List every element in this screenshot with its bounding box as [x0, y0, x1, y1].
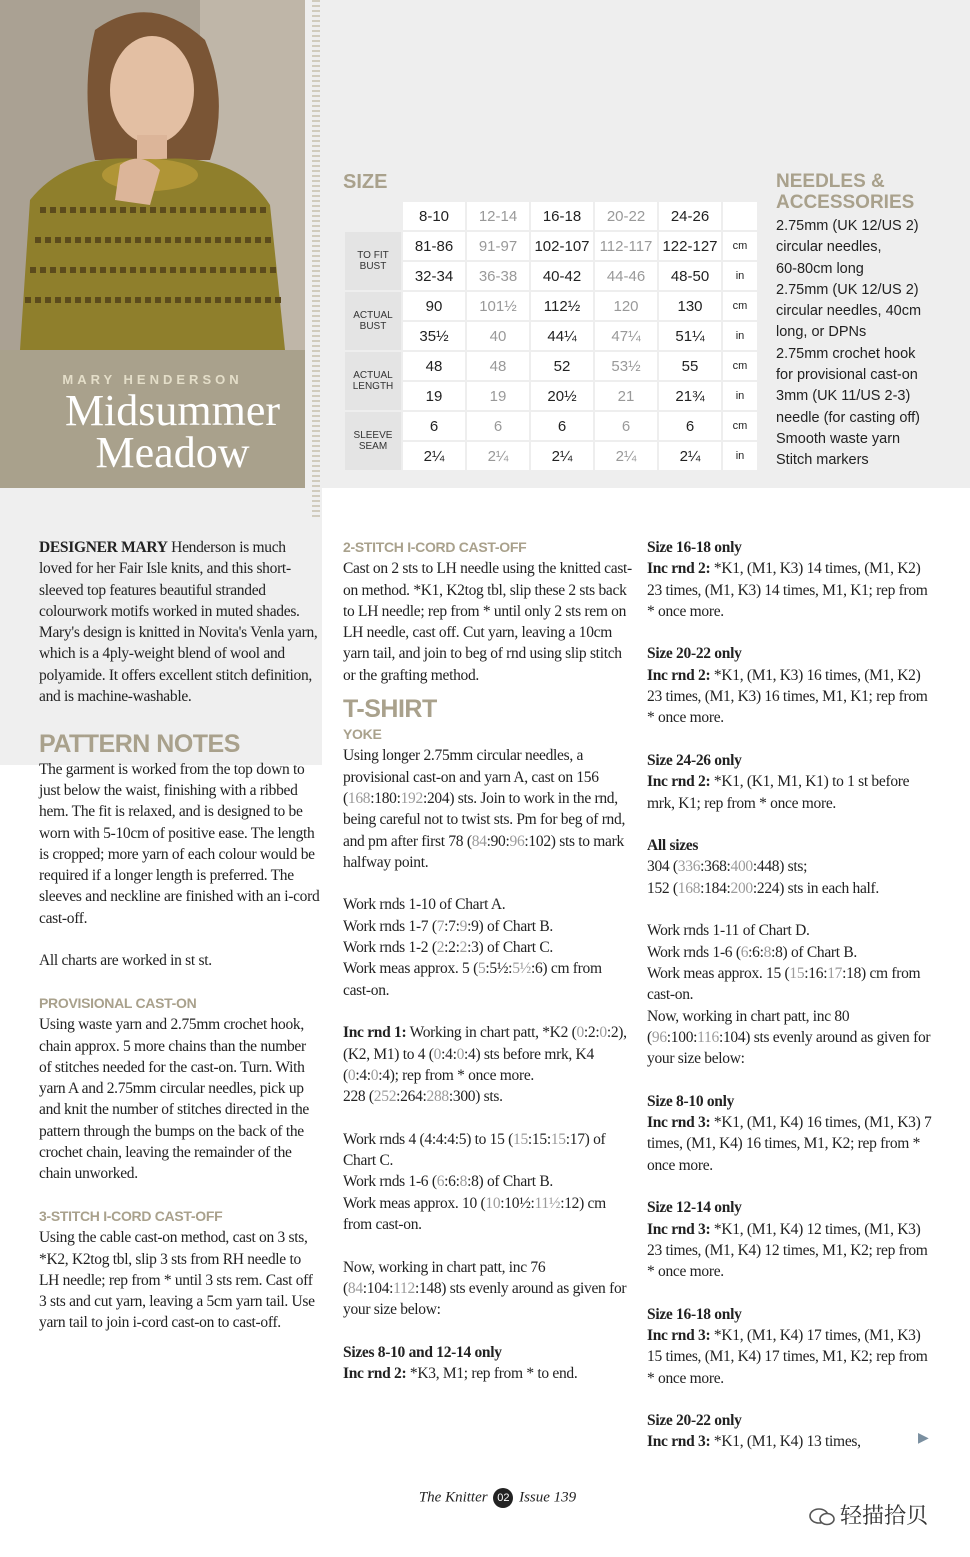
table-cell: 48: [403, 352, 465, 380]
title-line-2: Meadow: [95, 428, 250, 477]
unit-cell: in: [723, 262, 757, 290]
table-cell: 19: [403, 382, 465, 410]
table-cell: 122-127: [659, 232, 721, 260]
size-block: Size 20-22 only Inc rnd 2: *K1, (M1, K3) 16 times, (M1, K2) 23 times, (M1, K3) 16 times, M1, K1; rep from * once more.: [647, 645, 928, 727]
needles-list: [776, 216, 966, 472]
size-col: 8-10: [403, 202, 465, 230]
icord3-heading: 3-STITCH I-CORD CAST-OFF: [39, 1207, 223, 1224]
table-row: [345, 382, 757, 410]
magazine-name: The Knitter: [418, 1489, 488, 1506]
row-category: ACTUAL BUST: [345, 292, 401, 350]
yoke-heading: YOKE: [343, 726, 382, 743]
wechat-icon: [808, 1507, 836, 1527]
list-item: 2.75mm (UK 12/US 2): [776, 281, 919, 298]
work-block-3: Work rnds 1-11 of Chart D. Work rnds 1-6 (6:6:8:8) of Chart B. Work meas approx. 15 (15:16:17:18) cm from cast-on. Now, working in chart patt, inc 80 (96:100:116:104) sts evenly around as given for your size below:: [647, 922, 931, 1068]
table-cell: 55: [659, 352, 721, 380]
size-col: 20-22: [595, 202, 657, 230]
unit-cell: in: [723, 442, 757, 470]
unit-cell: in: [723, 382, 757, 410]
table-cell: 101½: [467, 292, 529, 320]
table-cell: 21: [595, 382, 657, 410]
size-block: Sizes 8-10 and 12-14 only Inc rnd 2: *K3, M1; rep from * to end.: [343, 1343, 578, 1382]
list-item: circular needles, 40cm: [776, 303, 922, 320]
list-item: 2.75mm (UK 12/US 2): [776, 218, 919, 234]
column-1: [39, 537, 321, 1334]
table-cell: 91-97: [467, 232, 529, 260]
row-category: ACTUAL LENGTH: [345, 352, 401, 410]
provisional-heading: PROVISIONAL CAST-ON: [39, 994, 197, 1011]
charts-note: All charts are worked in st st.: [39, 952, 212, 970]
pattern-title: [0, 386, 345, 477]
list-item: Stitch markers: [776, 452, 869, 469]
inc-round-1: Inc rnd 1: Working in chart patt, *K2 (0:2:0:2), (K2, M1) to 4 (0:4:0:4) sts before mrk, K4 (0:4:0:4); rep from * once more. 228 (252:264:288:300) sts.: [343, 1024, 627, 1106]
unit-cell: cm: [723, 352, 757, 380]
title-block: [0, 350, 305, 488]
table-cell: 2¼: [595, 442, 657, 470]
size-block: Size 16-18 only Inc rnd 3: *K1, (M1, K4) 17 times, (M1, K3) 15 times, (M1, K4) 17 times, M1, K2; rep from * once more.: [647, 1305, 928, 1387]
list-item: 2.75mm crochet hook: [776, 345, 916, 362]
table-row: [345, 262, 757, 290]
table-cell: 51¼: [659, 322, 721, 350]
icord2-heading: 2-STITCH I-CORD CAST-OFF: [343, 539, 527, 555]
table-row: [345, 442, 757, 470]
size-header-row: [345, 202, 757, 230]
model-photo: [0, 0, 305, 350]
size-block: Size 8-10 only Inc rnd 3: *K1, (M1, K4) 16 times, (M1, K3) 7 times, (M1, K4) 16 times, M1, K2; rep from * once more.: [647, 1092, 932, 1174]
size-block: Size 12-14 only Inc rnd 3: *K1, (M1, K4) 12 times, (M1, K3) 23 times, (M1, K4) 12 times, M1, K2; rep from * once more.: [647, 1199, 928, 1281]
table-cell: 2¼: [531, 442, 593, 470]
needles-heading-line: NEEDLES &: [776, 171, 885, 192]
unit-cell: in: [723, 322, 757, 350]
list-item: needle (for casting off): [776, 409, 921, 426]
table-cell: 35½: [403, 322, 465, 350]
list-item: 3mm (UK 11/US 2-3): [776, 388, 911, 405]
table-row: [345, 232, 757, 260]
table-cell: 6: [403, 412, 465, 440]
work-block-1: Work rnds 1-10 of Chart A. Work rnds 1-7 (7:7:9:9) of Chart B. Work rnds 1-2 (2:2:2:3) of Chart C. Work meas approx. 5 (5:5½:5½:6) cm from cast-on.: [343, 896, 602, 999]
needles-heading: [776, 171, 956, 213]
table-row: [345, 412, 757, 440]
table-cell: 2¼: [659, 442, 721, 470]
watermark-text: 轻描拾贝: [840, 1504, 929, 1529]
unit-cell: cm: [723, 232, 757, 260]
size-block: Size 16-18 only Inc rnd 2: *K1, (M1, K3) 14 times, (M1, K2) 23 times, (M1, K3) 14 times, M1, K1; rep from * once more.: [647, 539, 928, 620]
size-col: 24-26: [659, 202, 721, 230]
column-2: [343, 537, 633, 1384]
table-cell: 6: [531, 412, 593, 440]
all-sizes-block: All sizes 304 (336:368:400:448) sts; 152 (168:184:200:224) sts in each half.: [647, 837, 879, 897]
table-cell: 6: [467, 412, 529, 440]
size-table: [343, 200, 759, 472]
intro-text: Henderson is much loved for her Fair Isle knits, and this short-sleeved top features beautiful stranded colourwork motifs worked in muted shades. Mary's design is knitted in Novita's Venla yarn, which is a 4ply-weight blend of wool and polyamide. It offers excellent stitch definition, and is machine-washable.: [39, 539, 318, 706]
list-item: long, or DPNs: [776, 324, 867, 341]
table-cell: 102-107: [531, 232, 593, 260]
page-number: 02: [493, 1488, 513, 1508]
watermark: [808, 1499, 928, 1530]
intro-paragraph: [39, 537, 321, 707]
size-block: Size 20-22 only Inc rnd 3: *K1, (M1, K4) 13 times,: [647, 1412, 861, 1451]
pattern-notes-heading: PATTERN NOTES: [39, 729, 240, 758]
table-cell: 6: [659, 412, 721, 440]
list-item: Smooth waste yarn: [776, 430, 901, 447]
title-line-1: Midsummer: [64, 386, 281, 435]
table-cell: 19: [467, 382, 529, 410]
pattern-notes-text: The garment is worked from the top down to just below the waist, finishing with a ribbed hem. The fit is relaxed, and is designed to be worn with 5-10cm of positive ease. The length is cropped; more yarn of each colour would be required if a longer length is preferred. The sleeves and neckline are finished with an i-cord cast-off.: [39, 760, 320, 927]
table-cell: 44-46: [595, 262, 657, 290]
size-col: 16-18: [531, 202, 593, 230]
table-cell: 53½: [595, 352, 657, 380]
inc-instruction-1: Now, working in chart patt, inc 76 (84:104:112:148) sts evenly around as given for your size below:: [343, 1258, 627, 1319]
icord3-text: Using the cable cast-on method, cast on 3 sts, *K2, K2tog tbl, slip 3 sts from RH needle to LH needle; rep from * until 3 sts rem. Cast off 3 sts and cut yarn, leaving a 5cm yarn tail. Use yarn tail to join i-cord cast-on to cast-off.: [39, 1229, 315, 1332]
table-cell: 40: [467, 322, 529, 350]
table-row: [345, 322, 757, 350]
work-block-2: Work rnds 4 (4:4:4:5) to 15 (15:15:15:17) of Chart C. Work rnds 1-6 (6:6:8:8) of Chart B. Work meas approx. 10 (10:10½:11½:12) cm from cast-on.: [343, 1130, 606, 1233]
table-cell: 2¼: [467, 442, 529, 470]
row-category: TO FIT BUST: [345, 232, 401, 290]
table-cell: 120: [595, 292, 657, 320]
table-cell: 20½: [531, 382, 593, 410]
provisional-text: Using waste yarn and 2.75mm crochet hook, chain approx. 5 more chains than the number of stitches needed for the cast-on. Turn. With yarn A and 2.75mm circular needles, pick up and knit the number of stitches directed in the pattern through the bumps on the back of the crochet chain, leaving the remainder of the chain unworked.: [39, 1016, 309, 1183]
yoke-text: Using longer 2.75mm circular needles, a provisional cast-on and yarn A, cast on 156 (168:180:192:204) sts. Join to work in the rnd, being careful not to twist sts. Pm for beg of rnd, and pm after first 78 (84:90:96:102) sts to mark halfway point.: [343, 747, 626, 871]
table-cell: 47¼: [595, 322, 657, 350]
table-cell: 52: [531, 352, 593, 380]
list-item: 60-80cm long: [776, 260, 864, 277]
designer-name: MARY HENDERSON: [62, 372, 243, 387]
table-cell: 112-117: [595, 232, 657, 260]
table-cell: 130: [659, 292, 721, 320]
table-cell: 40-42: [531, 262, 593, 290]
table-cell: 81-86: [403, 232, 465, 260]
table-cell: 36-38: [467, 262, 529, 290]
needles-heading-line: ACCESSORIES: [776, 192, 915, 213]
continue-arrow-icon: ▶: [918, 1430, 929, 1446]
column-3: [647, 537, 937, 1453]
size-block: Size 24-26 only Inc rnd 2: *K1, (K1, M1, K1) to 1 st before mrk, K1; rep from * once more.: [647, 751, 910, 812]
size-heading: SIZE: [343, 171, 388, 193]
table-cell: 2¼: [403, 442, 465, 470]
list-item: circular needles,: [776, 239, 882, 256]
table-cell: 21¾: [659, 382, 721, 410]
unit-cell: cm: [723, 412, 757, 440]
unit-cell: cm: [723, 292, 757, 320]
issue-number: Issue 139: [519, 1489, 577, 1506]
intro-lead: DESIGNER MARY: [39, 539, 168, 556]
table-cell: 44¼: [531, 322, 593, 350]
table-cell: 112½: [531, 292, 593, 320]
table-cell: 32-34: [403, 262, 465, 290]
table-row: [345, 292, 757, 320]
tshirt-heading: T-SHIRT: [343, 695, 437, 724]
table-cell: 6: [595, 412, 657, 440]
size-col: 12-14: [467, 202, 529, 230]
table-cell: 90: [403, 292, 465, 320]
row-category: SLEEVE SEAM: [345, 412, 401, 470]
table-cell: 48: [467, 352, 529, 380]
table-row: [345, 352, 757, 380]
icord2-text: Cast on 2 sts to LH needle using the knitted cast-on method. *K1, K2tog tbl, slip these 2 sts back to LH needle; rep from * until only 2 sts rem on LH needle, cast off. Cut yarn, leaving a 10cm yarn tail, and join to beg of rnd using slip stitch or the grafting method.: [343, 560, 632, 684]
divider-stitch: [312, 0, 320, 520]
table-cell: 48-50: [659, 262, 721, 290]
list-item: for provisional cast-on: [776, 367, 918, 384]
